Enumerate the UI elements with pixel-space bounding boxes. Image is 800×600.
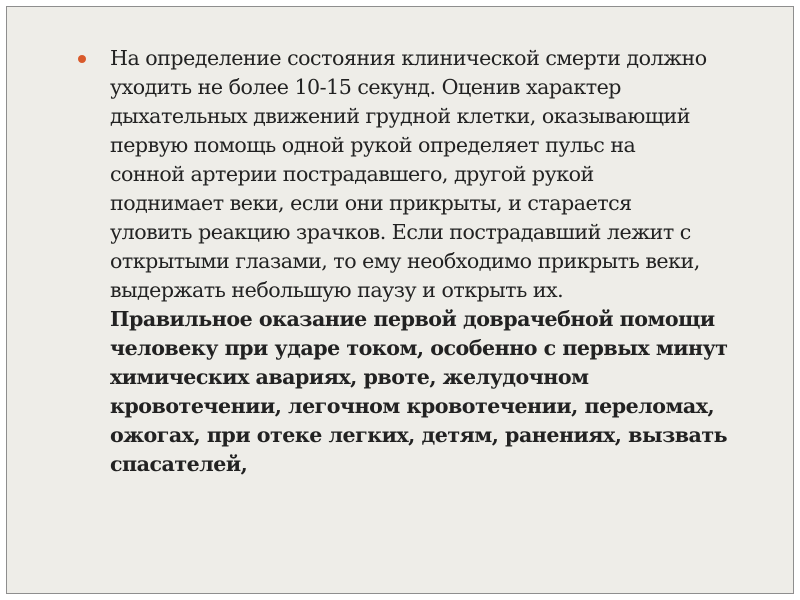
bullet-paragraph — [110, 44, 765, 479]
paragraph-bold-text: Правильное оказание первой доврачебной помощи человеку при ударе током, особенно с первых минут химических авариях, рвоте, желудочном кровотечении, легочном кровотечении, переломах, ожогах, при отеке легких, детям, ранениях, вызвать спасателей, — [110, 307, 728, 476]
paragraph-plain-text: На определение состояния клинической смерти должно уходить не более 10-15 секунд. Оценив характер дыхательных движений грудной клетки, оказывающий первую помощь одной рукой определяет пульс на сонной артерии пострадавшего, другой рукой поднимает веки, если они прикрыты, и старается уловить реакцию зрачков. Если пострадавший лежит с открытыми глазами, то ему необходимо прикрыть веки, выдержать небольшую паузу и открыть их. — [110, 46, 707, 302]
bullet-icon — [78, 55, 86, 63]
